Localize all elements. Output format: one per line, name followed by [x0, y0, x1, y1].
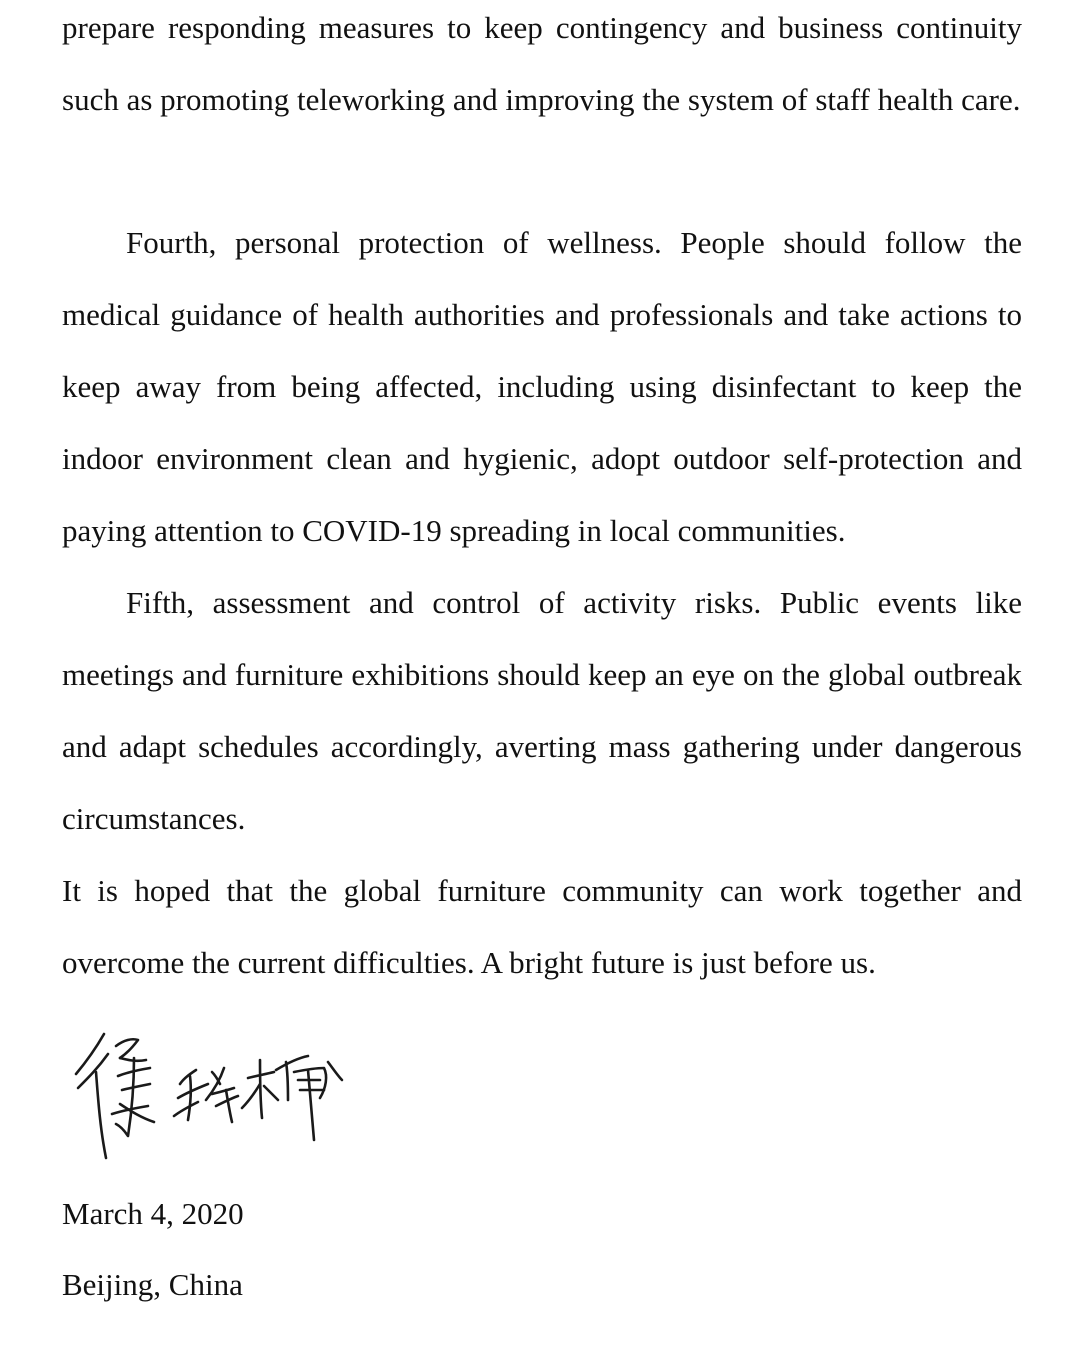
paragraph-closing: It is hoped that the global furniture community can work together and overcome the current difficulties. A bright future is just before us.: [62, 873, 1022, 980]
signing-date: March 4, 2020: [62, 1196, 244, 1231]
paragraph-fifth-point: Fifth, assessment and control of activity risks. Public events like meetings and furniture exhibitions should keep an eye on the global outbreak and adapt schedules accordingly, averting mass gathering under dangerous circumstances.: [62, 585, 1022, 836]
handwritten-signature: [62, 1018, 352, 1166]
signing-place: Beijing, China: [62, 1267, 243, 1302]
signature-graphic: [62, 1018, 352, 1166]
paragraph-fourth-point: Fourth, personal protection of wellness. People should follow the medical guidance of health authorities and professionals and take actions to keep away from being affected, including using disinfectant to keep the indoor environment clean and hygienic, adopt outdoor self-protection and paying attention to COVID-19 spreading in local communities.: [62, 225, 1022, 548]
paragraph-continuation: prepare responding measures to keep contingency and business continuity such as promoting teleworking and improving the system of staff health care.: [62, 10, 1022, 117]
